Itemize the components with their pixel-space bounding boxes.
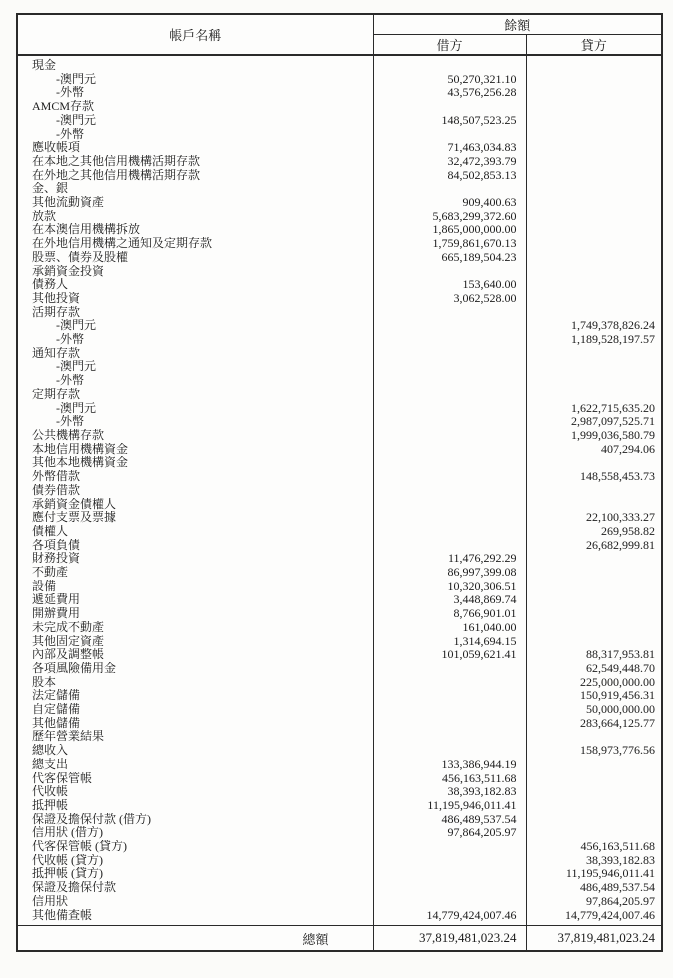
account-name-cell: 活期存款 [32,305,81,319]
debit-amount-cell [373,360,526,374]
credit-amount-cell [526,251,662,265]
table-row [17,196,662,210]
debit-amount-cell: 1,865,000,000.00 [373,223,526,237]
table-row [17,689,662,703]
table-row [17,223,662,237]
account-name-cell: -澳門元 [56,360,96,374]
table-row [17,785,662,799]
table-row [17,347,662,361]
credit-amount-cell [526,73,662,87]
debit-amount-cell: 1,759,861,670.13 [373,237,526,251]
account-name-cell: 未完成不動產 [32,620,105,634]
debit-amount-cell [373,881,526,895]
table-row [17,566,662,580]
debit-amount-cell: 153,640.00 [373,278,526,292]
total-row [17,926,662,952]
table-row [17,278,662,292]
account-name-cell: 股票、債券及股權 [32,250,129,264]
credit-amount-cell: 50,000,000.00 [526,703,662,717]
debit-amount-cell [373,539,526,553]
debit-amount-cell: 50,270,321.10 [373,73,526,87]
credit-amount-cell [526,141,662,155]
table-row [17,580,662,594]
credit-amount-cell [526,826,662,840]
account-name-cell: 抵押帳 [32,798,69,812]
account-name-cell: 在本澳信用機構拆放 [32,223,141,237]
credit-amount-cell [526,799,662,813]
table-row [17,55,662,73]
credit-amount-cell [526,621,662,635]
debit-amount-cell [373,511,526,525]
credit-amount-cell [526,607,662,621]
credit-amount-cell: 1,189,528,197.57 [526,333,662,347]
table-row [17,909,662,926]
account-name-cell: 應收帳項 [32,141,81,155]
table-row [17,758,662,772]
table-row [17,648,662,662]
debit-amount-cell [373,470,526,484]
debit-amount-cell: 11,476,292.29 [373,552,526,566]
account-name-cell: 金、銀 [32,182,69,196]
credit-amount-cell [526,278,662,292]
table-row [17,498,662,512]
debit-amount-cell: 456,163,511.68 [373,772,526,786]
trial-balance-table [16,13,663,952]
debit-amount-cell: 38,393,182.83 [373,785,526,799]
table-row [17,607,662,621]
account-name-cell: 遞延費用 [32,593,81,607]
credit-amount-cell [526,210,662,224]
debit-amount-cell [373,388,526,402]
table-row [17,237,662,251]
credit-amount-cell: 62,549,448.70 [526,662,662,676]
table-row [17,443,662,457]
account-name-cell: 代收帳 [32,785,69,799]
credit-amount-cell [526,182,662,196]
debit-amount-cell [373,443,526,457]
credit-amount-cell [526,580,662,594]
table-row [17,593,662,607]
debit-amount-cell [373,374,526,388]
credit-amount-cell [526,552,662,566]
table-row [17,415,662,429]
table-row [17,210,662,224]
table-row [17,717,662,731]
debit-amount-cell [373,730,526,744]
credit-amount-cell [526,635,662,649]
table-row [17,826,662,840]
credit-amount-cell [526,196,662,210]
credit-amount-cell: 2,987,097,525.71 [526,415,662,429]
debit-amount-cell [373,319,526,333]
column-header-account-name: 帳戶名稱 [17,14,373,55]
account-name-cell: 其他儲備 [32,716,81,730]
account-name-cell: 不動產 [32,566,69,580]
account-name-cell: 保證及擔保付款 (借方) [32,812,151,826]
debit-amount-cell: 486,489,537.54 [373,813,526,827]
credit-amount-cell [526,772,662,786]
table-row [17,333,662,347]
table-row [17,251,662,265]
table-row [17,141,662,155]
credit-amount-cell [526,498,662,512]
table-row [17,86,662,100]
debit-amount-cell [373,306,526,320]
debit-amount-cell [373,662,526,676]
debit-amount-cell [373,55,526,73]
debit-amount-cell: 161,040.00 [373,621,526,635]
debit-amount-cell: 43,576,256.28 [373,86,526,100]
credit-amount-cell [526,456,662,470]
account-name-cell: 財務投資 [32,552,81,566]
debit-amount-cell [373,347,526,361]
table-row [17,73,662,87]
debit-amount-cell [373,456,526,470]
credit-amount-cell: 150,919,456.31 [526,689,662,703]
table-row [17,621,662,635]
debit-amount-cell: 14,779,424,007.46 [373,909,526,926]
credit-amount-cell: 11,195,946,011.41 [526,867,662,881]
account-name-cell: 外幣借款 [32,470,81,484]
account-name-cell: 抵押帳 (貸方) [32,867,103,881]
credit-amount-cell [526,730,662,744]
account-name-cell: -澳門元 [56,401,96,415]
account-name-cell: 其他固定資產 [32,634,105,648]
account-name-cell: 內部及調整帳 [32,648,105,662]
debit-amount-cell: 8,766,901.01 [373,607,526,621]
debit-amount-cell: 665,189,504.23 [373,251,526,265]
credit-amount-cell: 269,958.82 [526,525,662,539]
debit-amount-cell [373,895,526,909]
account-name-cell: -外幣 [56,127,84,141]
credit-amount-cell: 97,864,205.97 [526,895,662,909]
table-row [17,402,662,416]
table-row [17,374,662,388]
debit-amount-cell: 84,502,853.13 [373,169,526,183]
table-row [17,456,662,470]
account-name-cell: 其他備查帳 [32,908,93,922]
debit-amount-cell [373,333,526,347]
account-name-cell: 本地信用機構資金 [32,442,129,456]
table-row [17,360,662,374]
account-name-cell: 現金 [32,58,57,72]
table-row [17,635,662,649]
credit-amount-cell: 158,973,776.56 [526,744,662,758]
table-row [17,114,662,128]
credit-amount-cell: 22,100,333.27 [526,511,662,525]
credit-amount-cell [526,566,662,580]
debit-amount-cell: 10,320,306.51 [373,580,526,594]
debit-amount-cell: 3,062,528.00 [373,292,526,306]
table-row [17,730,662,744]
account-name-cell: 保證及擔保付款 [32,881,117,895]
debit-amount-cell [373,840,526,854]
credit-amount-cell [526,484,662,498]
credit-amount-cell [526,223,662,237]
column-header-credit: 貸方 [526,35,662,56]
column-header-debit: 借方 [373,35,526,56]
credit-amount-cell [526,813,662,827]
account-name-cell: 其他投資 [32,291,81,305]
table-row [17,155,662,169]
debit-amount-cell: 3,448,869.74 [373,593,526,607]
credit-amount-cell: 88,317,953.81 [526,648,662,662]
debit-amount-cell [373,717,526,731]
table-row [17,100,662,114]
account-name-cell: 信用狀 (借方) [32,826,103,840]
table-row [17,840,662,854]
account-name-cell: 債務人 [32,278,69,292]
account-name-cell: 法定儲備 [32,689,81,703]
credit-amount-cell [526,306,662,320]
account-name-cell: -外幣 [56,333,84,347]
account-name-cell: -澳門元 [56,319,96,333]
credit-amount-cell [526,265,662,279]
account-name-cell: 總支出 [32,757,69,771]
account-rows [17,55,662,926]
credit-amount-cell: 14,779,424,007.46 [526,909,662,926]
account-name-cell: AMCM存款 [32,100,95,114]
table-row [17,484,662,498]
table-row [17,539,662,553]
debit-amount-cell: 1,314,694.15 [373,635,526,649]
total-label: 總額 [17,926,373,952]
account-name-cell: 在外地信用機構之通知及定期存款 [32,237,213,251]
account-name-cell: 其他本地機構資金 [32,456,129,470]
account-name-cell: 定期存款 [32,387,81,401]
account-name-cell: 信用狀 [32,894,69,908]
account-name-cell: 設備 [32,579,57,593]
credit-amount-cell: 283,664,125.77 [526,717,662,731]
table-footer [17,926,662,952]
debit-amount-cell: 97,864,205.97 [373,826,526,840]
debit-amount-cell [373,525,526,539]
account-name-cell: -外幣 [56,374,84,388]
account-name-cell: 在外地之其他信用機構活期存款 [32,168,201,182]
credit-amount-cell [526,100,662,114]
table-row [17,511,662,525]
account-name-cell: 代客保管帳 [32,771,93,785]
debit-amount-cell: 101,059,621.41 [373,648,526,662]
table-row [17,813,662,827]
table-row [17,388,662,402]
credit-amount-cell: 407,294.06 [526,443,662,457]
credit-amount-cell [526,347,662,361]
credit-amount-cell [526,155,662,169]
debit-amount-cell: 5,683,299,372.60 [373,210,526,224]
account-name-cell: 代收帳 (貸方) [32,853,103,867]
account-name-cell: 公共機構存款 [32,428,105,442]
trial-balance-sheet [16,13,661,952]
table-row [17,182,662,196]
debit-amount-cell [373,128,526,142]
debit-amount-cell: 86,997,399.08 [373,566,526,580]
credit-amount-cell: 456,163,511.68 [526,840,662,854]
credit-amount-cell [526,388,662,402]
total-credit-cell: 37,819,481,023.24 [526,926,662,952]
table-row [17,703,662,717]
table-row [17,881,662,895]
account-name-cell: 應付支票及票據 [32,511,117,525]
credit-amount-cell [526,128,662,142]
account-name-cell: 代客保管帳 (貸方) [32,840,127,854]
debit-amount-cell [373,854,526,868]
credit-amount-cell: 1,622,715,635.20 [526,402,662,416]
credit-amount-cell: 148,558,453.73 [526,470,662,484]
credit-amount-cell [526,86,662,100]
debit-amount-cell [373,867,526,881]
credit-amount-cell [526,55,662,73]
credit-amount-cell [526,292,662,306]
debit-amount-cell [373,429,526,443]
account-name-cell: 股本 [32,675,57,689]
credit-amount-cell [526,360,662,374]
account-name-cell: -外幣 [56,86,84,100]
credit-amount-cell: 486,489,537.54 [526,881,662,895]
table-row [17,292,662,306]
table-row [17,169,662,183]
total-debit-cell: 37,819,481,023.24 [373,926,526,952]
table-row [17,799,662,813]
account-name-cell: 通知存款 [32,346,81,360]
debit-amount-cell [373,265,526,279]
credit-amount-cell: 26,682,999.81 [526,539,662,553]
debit-amount-cell [373,498,526,512]
credit-amount-cell [526,237,662,251]
debit-amount-cell [373,689,526,703]
table-row [17,772,662,786]
account-name-cell: -澳門元 [56,72,96,86]
account-name-cell: 自定儲備 [32,703,81,717]
debit-amount-cell: 148,507,523.25 [373,114,526,128]
table-row [17,429,662,443]
debit-amount-cell [373,100,526,114]
table-row [17,306,662,320]
debit-amount-cell [373,182,526,196]
account-name-cell: 債券借款 [32,483,81,497]
debit-amount-cell [373,415,526,429]
account-name-cell: 歷年營業結果 [32,730,105,744]
credit-amount-cell: 1,749,378,826.24 [526,319,662,333]
table-row [17,676,662,690]
credit-amount-cell [526,593,662,607]
account-name-cell: 各項風險備用金 [32,661,117,675]
table-row [17,854,662,868]
debit-amount-cell [373,484,526,498]
credit-amount-cell: 1,999,036,580.79 [526,429,662,443]
debit-amount-cell: 32,472,393.79 [373,155,526,169]
account-name-cell: -外幣 [56,415,84,429]
column-header-balance: 餘額 [373,14,662,35]
table-row [17,525,662,539]
table-row [17,552,662,566]
credit-amount-cell [526,758,662,772]
credit-amount-cell [526,785,662,799]
credit-amount-cell: 38,393,182.83 [526,854,662,868]
debit-amount-cell: 133,386,944.19 [373,758,526,772]
account-name-cell: 放款 [32,209,57,223]
table-row [17,895,662,909]
debit-amount-cell: 909,400.63 [373,196,526,210]
debit-amount-cell [373,703,526,717]
account-name-cell: 在本地之其他信用機構活期存款 [32,154,201,168]
debit-amount-cell: 71,463,034.83 [373,141,526,155]
table-row [17,319,662,333]
account-name-cell: 各項負債 [32,538,81,552]
table-row [17,662,662,676]
account-name-cell: 承銷資金投資 [32,264,105,278]
debit-amount-cell: 11,195,946,011.41 [373,799,526,813]
debit-amount-cell [373,676,526,690]
account-name-cell: 債權人 [32,524,69,538]
table-row [17,744,662,758]
credit-amount-cell: 225,000,000.00 [526,676,662,690]
account-name-cell: 其他流動資產 [32,196,105,210]
account-name-cell: 開辦費用 [32,607,81,621]
table-row [17,867,662,881]
credit-amount-cell [526,169,662,183]
account-name-cell: 總收入 [32,744,69,758]
table-header [17,14,662,55]
account-name-cell: 承銷資金債權人 [32,497,117,511]
credit-amount-cell [526,114,662,128]
credit-amount-cell [526,374,662,388]
account-name-cell: -澳門元 [56,113,96,127]
debit-amount-cell [373,402,526,416]
table-row [17,265,662,279]
table-row [17,470,662,484]
table-row [17,128,662,142]
debit-amount-cell [373,744,526,758]
